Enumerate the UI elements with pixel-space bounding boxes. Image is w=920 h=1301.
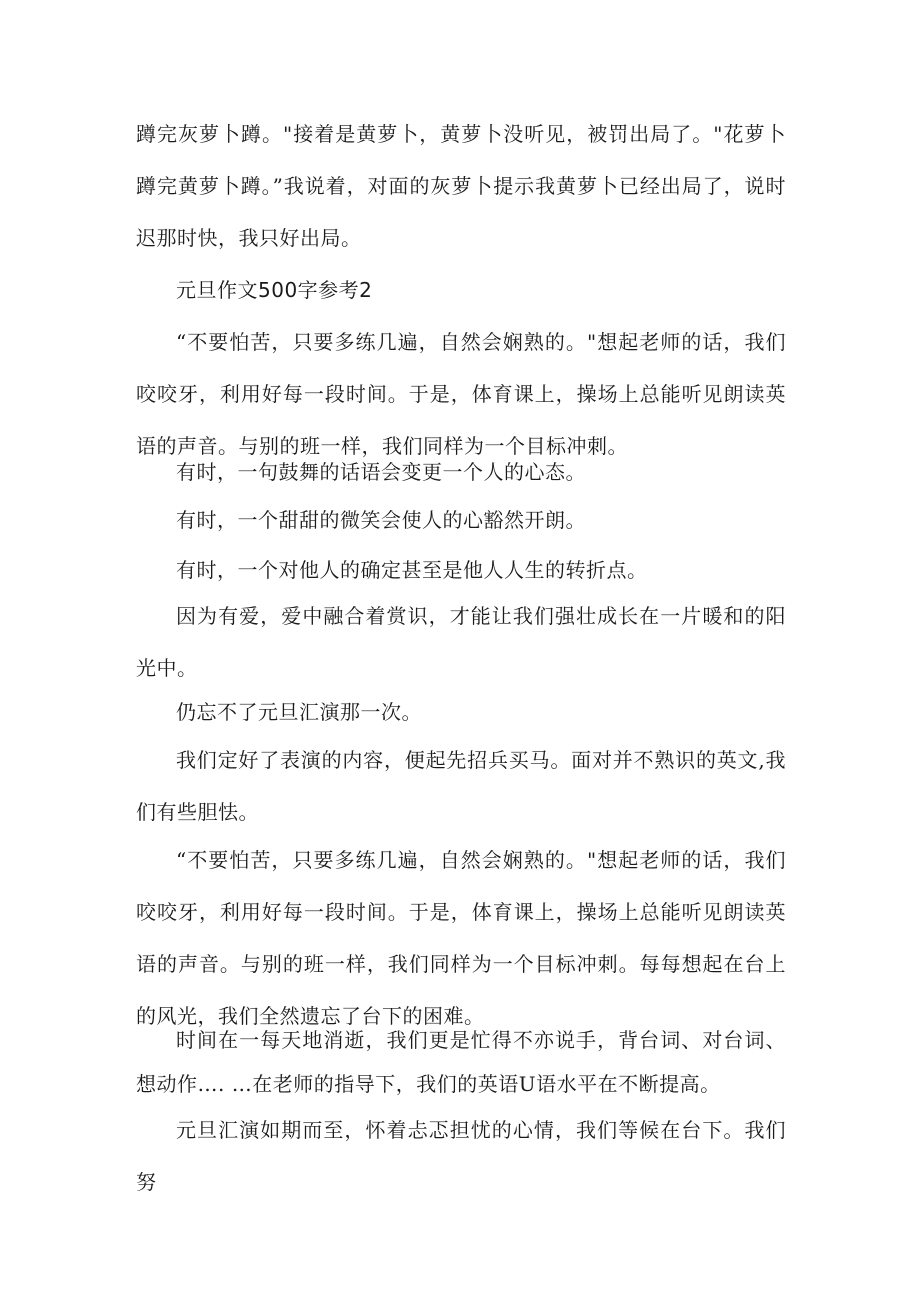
paragraph-8: 我们定好了表演的内容，便起先招兵买马。面对并不熟识的英文,我们有些胆怯。 bbox=[136, 748, 786, 824]
paragraph-5: 有时，一个对他人的确定甚至是他人人生的转折点。 bbox=[176, 558, 648, 582]
paragraph-11: 元旦汇演如期而至，怀着忐忑担忧的心情，我们等候在台下。我们努 bbox=[136, 1118, 786, 1194]
paragraph-1: 蹲完灰萝卜蹲。"接着是黄萝卜，黄萝卜没听见，被罚出局了。"花萝卜蹲完黄萝卜蹲。”我说着，对面的灰萝卜提示我黄萝卜已经出局了，说时迟那时快，我只好出局。 bbox=[136, 122, 786, 250]
paragraph-7: 仍忘不了元旦汇演那一次。 bbox=[176, 700, 422, 724]
paragraph-4: 有时，一个甜甜的微笑会使人的心豁然开朗。 bbox=[176, 508, 586, 532]
paragraph-3: 有时，一句鼓舞的话语会变更一个人的心态。 bbox=[176, 460, 586, 484]
section-heading: 元旦作文500字参考2 bbox=[176, 278, 373, 302]
paragraph-6: 因为有爱，爱中融合着赏识，才能让我们强壮成长在一片暖和的阳光中。 bbox=[136, 604, 786, 680]
paragraph-9: “不要怕苦，只要多练几遍，自然会娴熟的。"想起老师的话，我们咬咬牙，利用好每一段时间。于是，体育课上，操场上总能听见朗读英语的声音。与别的班一样，我们同样为一个目标冲刺。每每想起在台上的风光，我们全然遗忘了台下的困难。 bbox=[136, 848, 786, 1028]
paragraph-2: “不要怕苦，只要多练几遍，自然会娴熟的。"想起老师的话，我们咬咬牙，利用好每一段时间。于是，体育课上，操场上总能听见朗读英语的声音。与别的班一样，我们同样为一个目标冲刺。 bbox=[136, 330, 786, 458]
paragraph-10: 时间在一每天地消逝，我们更是忙得不亦说手，背台词、对台词、想动作…. …在老师的指导下，我们的英语U语水平在不断提高。 bbox=[136, 1028, 786, 1096]
